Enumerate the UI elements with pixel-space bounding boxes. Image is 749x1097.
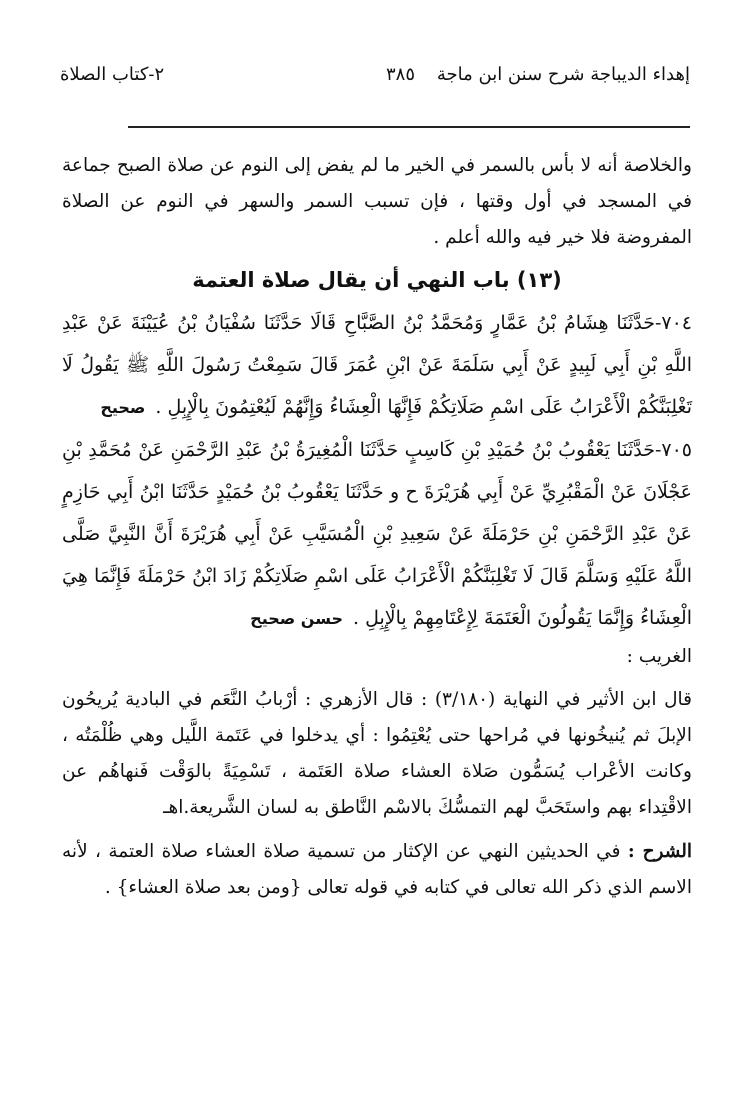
summary-paragraph: والخلاصة أنه لا بأس بالسمر في الخير ما لم يفض إلى النوم عن صلاة الصبح جماعة في المسجد في أول وقتها ، فإن تسبب السمر والسهر في النوم عن الصلاة المفروضة فلا خير فيه والله أعلم .: [62, 155, 692, 248]
header-rule: [128, 126, 690, 128]
sharh-paragraph: [62, 834, 692, 906]
page-header: [60, 58, 690, 98]
chapter-title: ٢-كتاب الصلاة: [60, 64, 165, 85]
gharib-paragraph: قال ابن الأثير في النهاية (٣/١٨٠) : قال الأزهري : أرْبابُ النَّعَم في البادية يُريحُون الإبلَ ثم يُنيخُونها في مُراحها حتى يُعْتِمُوا : أي يدخلوا في عَتَمة اللَّيل وهي ظُلْمَتُه ، وكانت الأعْراب يُسَمُّون صَلاة العشاء صلاة العَتَمة ، تَسْمِيَةً بالوَقْت فَنهاهُم عن الاقْتِداء بهم واستَحَبَّ لهم التمسُّكَ بالاسْم النَّاطق به لسان الشَّريعة.اهـ: [62, 689, 692, 818]
gharib-label: الغريب :: [626, 646, 692, 667]
hadith-705-grade: حسن صحيح: [250, 609, 344, 628]
hadith-704-grade: صحيح: [100, 398, 146, 417]
page-body: [62, 148, 692, 906]
hadith-704-text: ٧٠٤-حَدَّثَنَا هِشَامُ بْنُ عَمَّارٍ وَمُحَمَّدُ بْنُ الصَّبَّاحِ قَالَا حَدَّثَنَا سُفْيَانُ بْنُ عُيَيْنَةَ عَنْ عَبْدِ اللَّهِ بْنِ أَبِي لَبِيدٍ عَنْ أَبِي سَلَمَةَ عَنْ ابْنِ عُمَرَ قَالَ سَمِعْتُ رَسُولَ اللَّهِ ﷺ يَقُولُ لَا تَغْلِبَنَّكُمْ الْأَعْرَابُ عَلَى اسْمِ صَلَاتِكُمْ فَإِنَّهَا الْعِشَاءُ وَإِنَّهُمْ لَيُعْتِمُونَ بِالْإِبِلِ .: [62, 312, 692, 418]
sharh-text: في الحديثين النهي عن الإكثار من تسمية صلاة العشاء صلاة العتمة ، لأنه الاسم الذي ذكر الله تعالى في كتابه في قوله تعالى {ومن بعد صلاة العشاء} .: [62, 841, 692, 898]
hadith-704: [62, 302, 692, 429]
page-number: ٣٨٥: [385, 64, 415, 85]
sharh-label: الشرح :: [627, 841, 693, 862]
section-heading: (١٣) باب النهي أن يقال صلاة العتمة: [192, 268, 562, 292]
hadith-705-text: ٧٠٥-حَدَّثَنَا يَعْقُوبُ بْنُ حُمَيْدِ بْنِ كَاسِبٍ حَدَّثَنَا الْمُغِيرَةُ بْنُ عَبْدِ الرَّحْمَنِ عَنْ مُحَمَّدِ بْنِ عَجْلَانَ عَنْ الْمَقْبُرِيِّ عَنْ أَبِي هُرَيْرَةَ ح و حَدَّثَنَا يَعْقُوبُ بْنُ حُمَيْدٍ حَدَّثَنَا ابْنُ أَبِي حَازِمٍ عَنْ عَبْدِ الرَّحْمَنِ بْنِ حَرْمَلَةَ عَنْ سَعِيدِ بْنِ الْمُسَيَّبِ عَنْ أَبِي هُرَيْرَةَ أَنَّ النَّبِيَّ صَلَّى اللَّهُ عَلَيْهِ وَسَلَّمَ قَالَ لَا تَغْلِبَنَّكُمْ الْأَعْرَابُ عَلَى اسْمِ صَلَاتِكُمْ زَادَ ابْنُ حَرْمَلَةَ فَإِنَّمَا هِيَ الْعِشَاءُ وَإِنَّمَا يَقُولُونَ الْعَتَمَةَ لِإِعْتَامِهِمْ بِالْإِبِلِ .: [62, 439, 692, 629]
book-title: إهداء الديباجة شرح سنن ابن ماجة: [436, 64, 690, 85]
hadith-705: [62, 429, 692, 640]
